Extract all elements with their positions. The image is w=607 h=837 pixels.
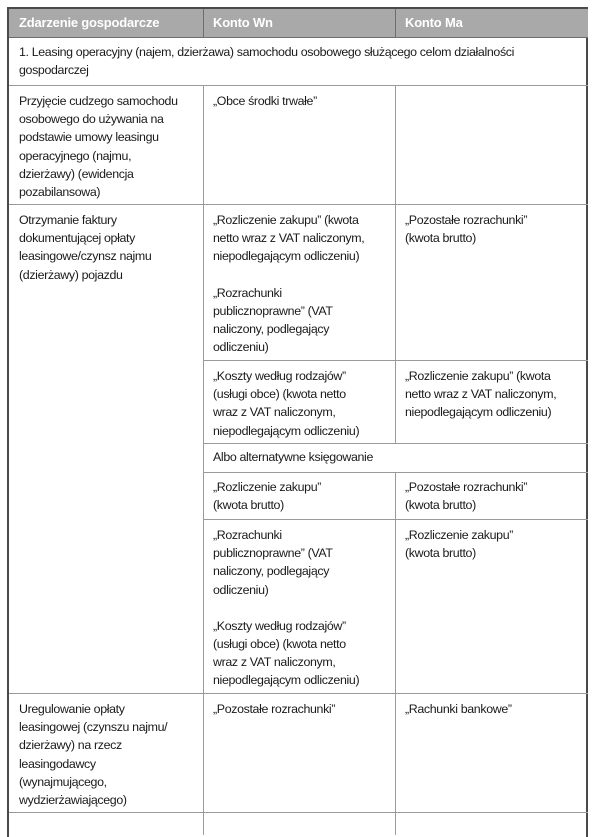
debit-line: „Rozliczenie zakupu” [213,480,322,494]
debit-line: wraz z VAT naliczonym, [213,655,336,670]
credit-line: (kwota brutto) [405,231,476,246]
row-2-sub-5-credit [395,519,588,693]
row-2-event [9,204,203,693]
debit-line: odliczeniu) [213,582,269,597]
row-2-sub-5-debit [203,519,395,693]
credit-line: niepodlegającym odliczeniu) [405,405,552,420]
event-line: wydzierżawiającego) [19,793,127,808]
event-line: osobowego do używania na [19,112,164,127]
row-2-sub-2-credit [395,360,588,443]
debit-line: „Koszty według rodzajów” [213,369,346,383]
row-3-event [9,693,203,812]
row-divider [9,812,588,813]
debit-line: (kwota brutto) [213,498,284,513]
event-line: operacyjnego (najmu, [19,148,132,163]
event-line: dzierżawy) na rzecz [19,738,122,753]
event-line: Przyjęcie cudzego samochodu [19,94,178,108]
row-divider [9,204,588,205]
credit-line: „Rachunki bankowe” [405,702,512,716]
debit-line: „Rozrachunki [213,285,282,300]
event-line: leasingodawcy [19,756,96,771]
column-divider [395,472,396,835]
debit-line: naliczony, podlegający [213,564,330,579]
event-line: dzierżawy) (ewidencja [19,166,134,181]
row-3-debit [203,693,395,812]
debit-line: publicznoprawne” (VAT [213,546,333,561]
row-2-sub-1-debit [203,204,395,360]
debit-line: (usługi obce) (kwota netto [213,387,346,402]
credit-line: (kwota brutto) [405,498,476,513]
row-2-alternative-label [203,443,588,472]
row-2-sub-4-debit [203,472,395,519]
event-line: Otrzymanie faktury [19,213,117,227]
row-1-debit [203,85,395,204]
section-title-line: gospodarczej [19,63,89,78]
row-divider [9,37,588,38]
debit-line: wraz z VAT naliczonym, [213,405,336,420]
debit-line: publicznoprawne” (VAT [213,303,333,318]
debit-line: niepodlegającym odliczeniu) [213,423,360,438]
row-divider [203,443,588,444]
event-line: leasingowej (czynszu najmu/ [19,720,168,735]
column-divider [395,85,396,443]
header-debit-label: Konto Wn [213,15,273,30]
row-divider [9,85,588,86]
row-2-sub-2-debit [203,360,395,443]
row-2-sub-4-credit [395,472,588,519]
credit-line: „Pozostałe rozrachunki” [405,213,528,227]
row-1-event [9,85,203,204]
section-title-line: 1. Leasing operacyjny (najem, dzierżawa) samochodu osobowego służącego celom działalności [19,45,515,59]
credit-line: „Rozliczenie zakupu” (kwota [405,369,551,383]
credit-line: netto wraz z VAT naliczonym, [405,387,557,402]
header-credit [395,9,588,37]
debit-line: „Rozrachunki [213,528,282,542]
section-title [9,37,588,85]
debit-line: niepodlegającym odliczeniu) [213,249,360,264]
row-2-sub-1-credit [395,204,588,360]
credit-line: „Rozliczenie zakupu” [405,528,514,542]
header-event [9,9,203,37]
debit-line: netto wraz z VAT naliczonym, [213,231,365,246]
credit-line: (kwota brutto) [405,546,476,561]
debit-line: odliczeniu) [213,340,269,355]
debit-line: „Pozostałe rozrachunki” [213,702,336,716]
credit-line: „Pozostałe rozrachunki” [405,480,528,494]
event-line: podstawie umowy leasingu [19,130,159,145]
row-divider [9,693,588,694]
event-line: pozabilansowa) [19,185,101,200]
row-1-credit [395,85,588,204]
header-debit [203,9,395,37]
debit-line: (usługi obce) (kwota netto [213,637,346,652]
debit-line: „Rozliczenie zakupu” (kwota [213,213,359,227]
debit-line: „Koszty według rodzajów” [213,618,346,633]
accounting-table [7,7,588,837]
event-line: dokumentującej opłaty [19,231,135,246]
debit-line: niepodlegającym odliczeniu) [213,673,360,688]
alternative-text: Albo alternatywne księgowanie [213,450,373,464]
row-3-credit [395,693,588,812]
header-event-label: Zdarzenie gospodarcze [19,15,160,30]
debit-line: naliczony, podlegający [213,322,330,337]
header-divider [203,9,204,37]
header-divider [395,9,396,37]
column-divider [203,85,204,835]
event-line: Uregulowanie opłaty [19,702,125,716]
header-credit-label: Konto Ma [405,15,463,30]
event-line: (wynajmującego, [19,774,107,789]
event-line: leasingowe/czynsz najmu [19,249,152,264]
debit-line: „Obce środki trwałe” [213,94,317,108]
event-line: (dzierżawy) pojazdu [19,267,123,282]
